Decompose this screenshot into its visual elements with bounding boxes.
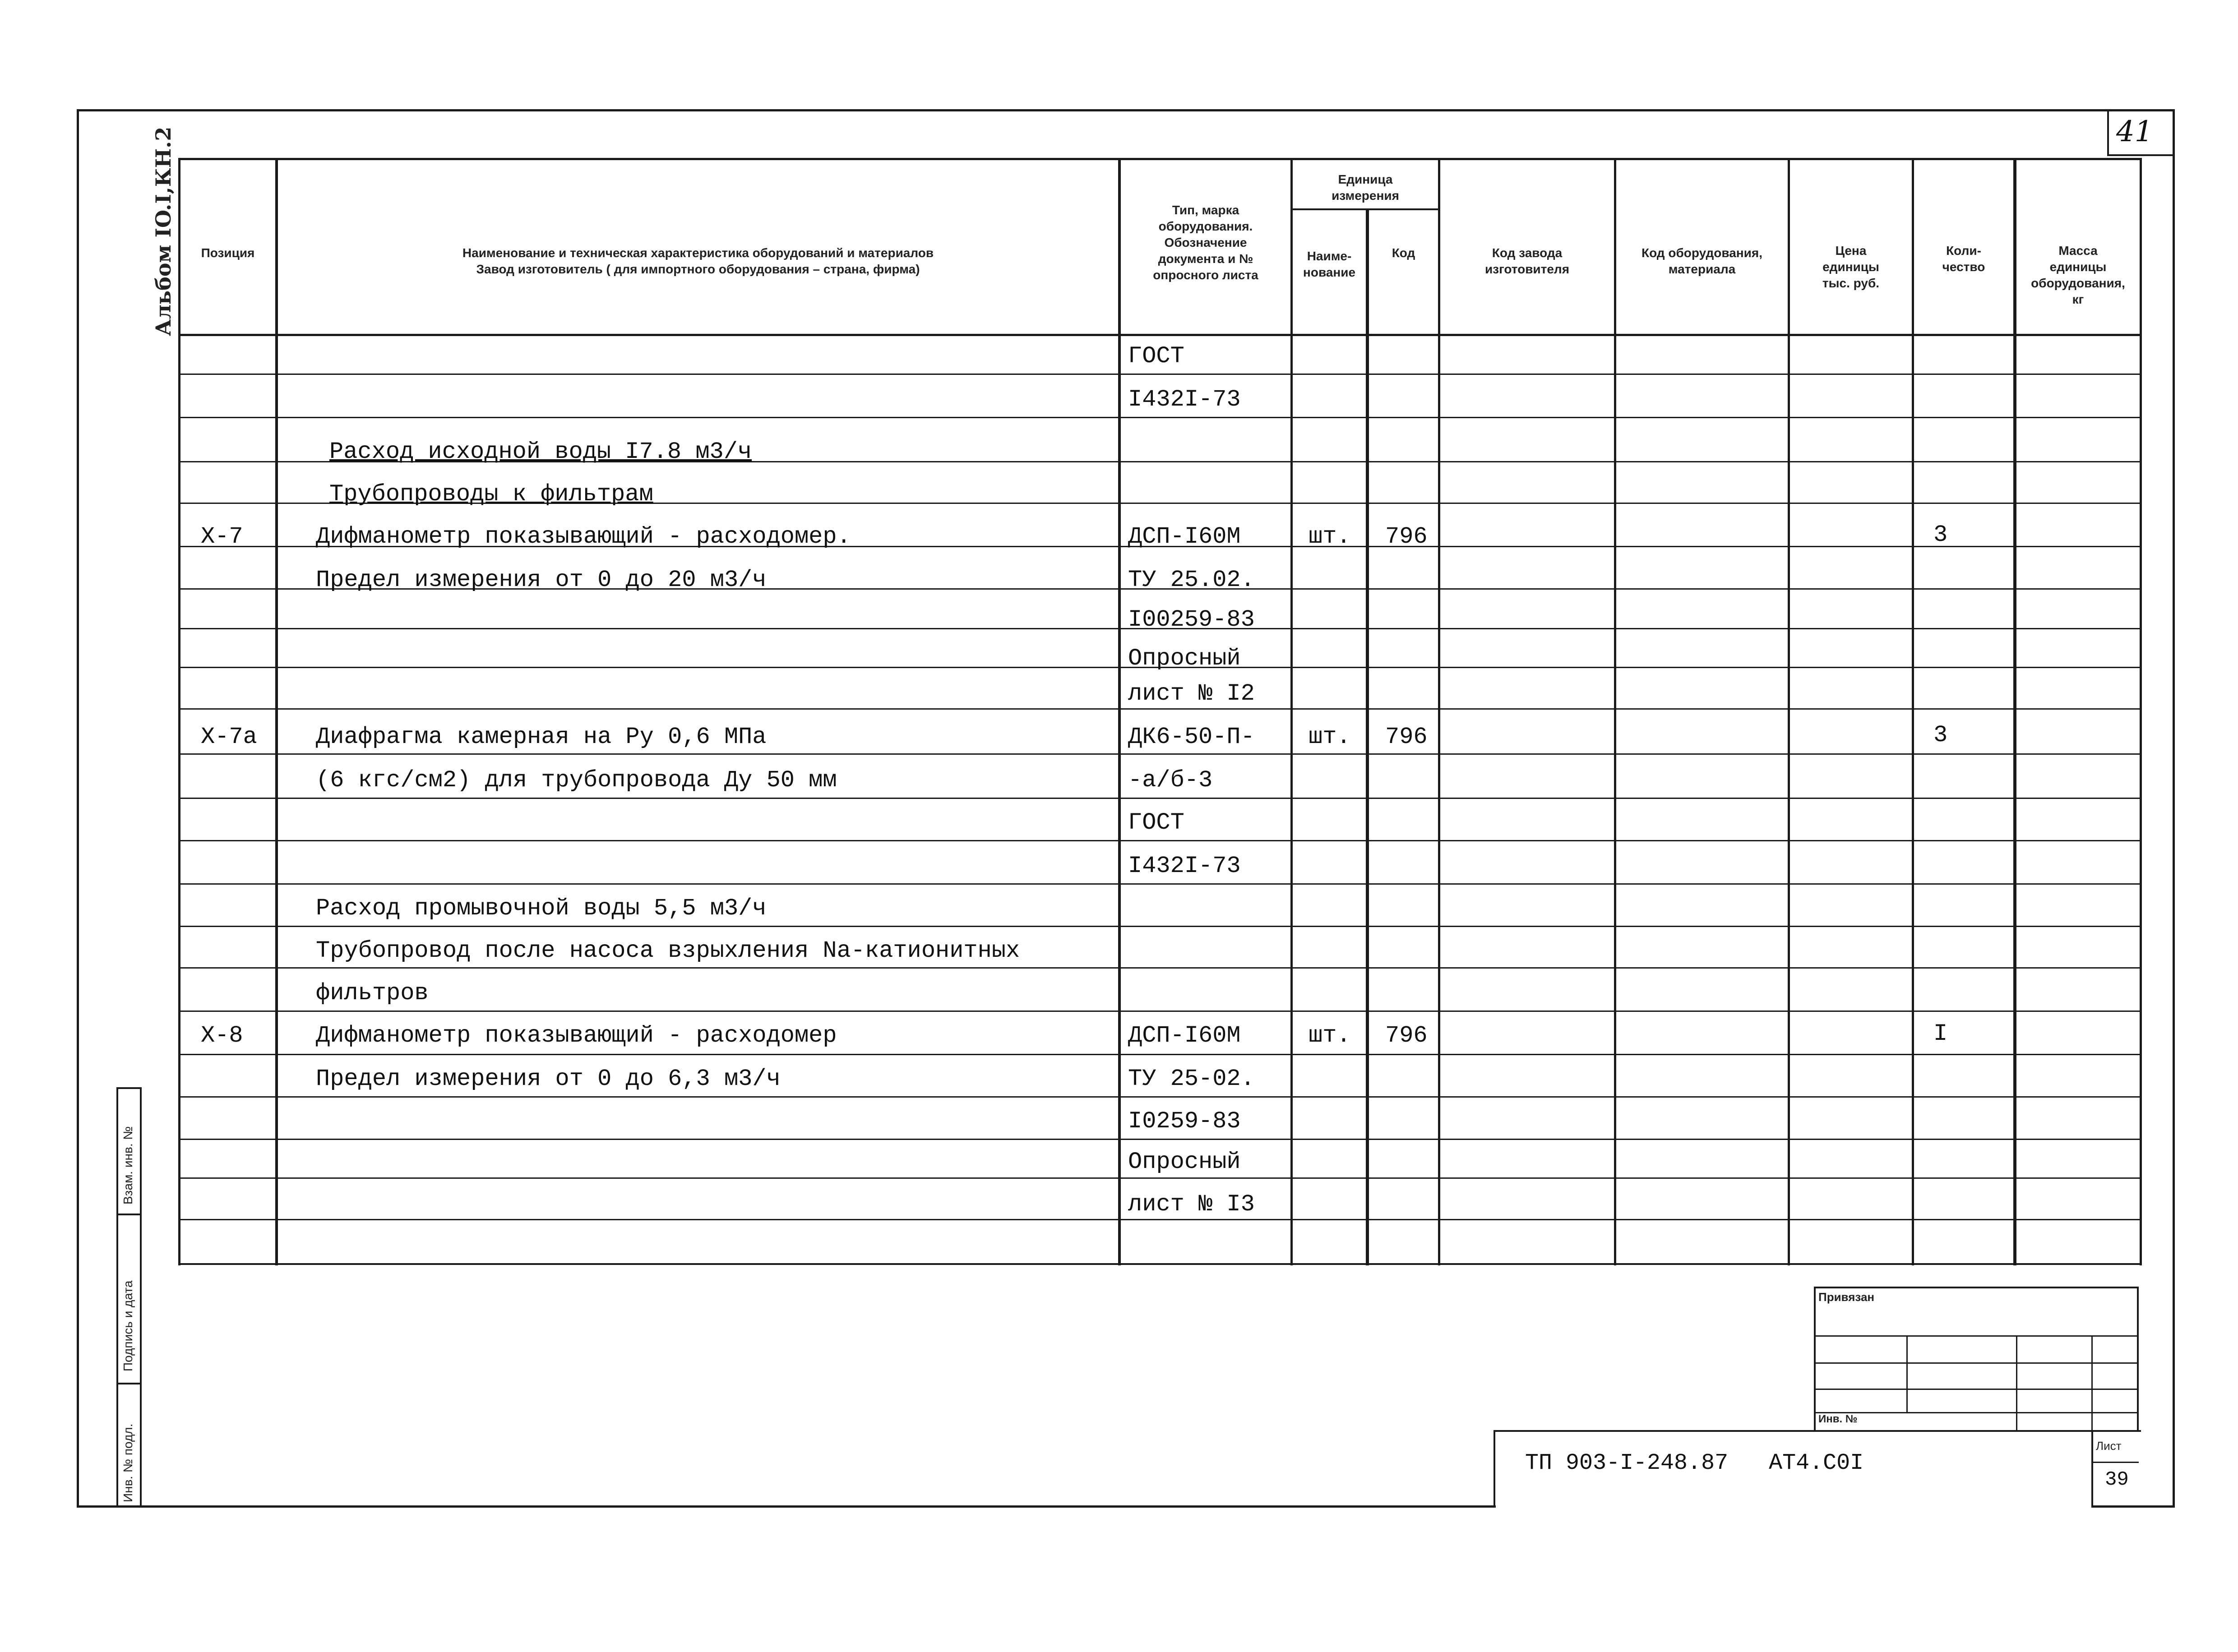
cell-type: I0259-83 <box>1128 1108 1241 1135</box>
cell-name: Предел измерения от 0 до 20 м3/ч <box>316 567 767 593</box>
cell-type: ДК6-50-П- <box>1128 724 1255 750</box>
cell-type: I432I-73 <box>1128 853 1241 879</box>
header-quantity: Коли- чество <box>1942 244 1985 274</box>
cell-type: ТУ 25.02. <box>1128 567 1255 593</box>
table-col-line <box>1788 158 1790 1265</box>
privyazan-label: Привязан <box>1818 1290 1875 1304</box>
cell-type: ДСП-I60М <box>1128 1022 1241 1049</box>
cell-code: 796 <box>1385 523 1428 550</box>
page-number: 41 <box>2116 115 2153 148</box>
cell-name: Дифманометр показывающий - расходомер. <box>316 523 851 550</box>
cell-quantity: I <box>1933 1020 1948 1047</box>
cell-type: ДСП-I60М <box>1128 523 1241 550</box>
table-col-line <box>1438 158 1440 1265</box>
cell-type: лист № I3 <box>1128 1191 1255 1218</box>
header-bottom <box>178 334 2142 336</box>
cell-name: Диафрагма камерная на Ру 0,6 МПа <box>316 724 767 750</box>
header-factory-code: Код завода изготовителя <box>1484 246 1570 276</box>
page-number-underline <box>2107 154 2175 156</box>
cell-type: ГОСТ <box>1128 343 1184 369</box>
table-col-line <box>275 158 278 1265</box>
table-col-line <box>1290 158 1293 1265</box>
album-label: Альбом IO.I,КН.2 <box>151 126 176 336</box>
cell-name: фильтров <box>316 980 429 1006</box>
cell-position: Х-8 <box>201 1022 243 1049</box>
cell-name: Расход исходной воды I7.8 м3/ч <box>329 438 752 465</box>
cell-name: Дифманометр показывающий - расходомер <box>316 1022 837 1049</box>
cell-unit: шт. <box>1309 724 1351 750</box>
cell-unit: шт. <box>1309 523 1351 550</box>
cell-quantity: 3 <box>1933 521 1948 548</box>
vzam-inv-label: Взам. инв. № <box>121 1126 135 1204</box>
cell-type: ГОСТ <box>1128 809 1184 836</box>
frame-left <box>77 109 79 1508</box>
cell-code: 796 <box>1385 724 1428 750</box>
sheet-number: 39 <box>2105 1468 2129 1491</box>
inv-podl-label: Инв. № подл. <box>121 1423 135 1502</box>
table-col-line <box>178 158 180 1265</box>
table-col-line <box>2013 158 2016 1265</box>
page-number-divider <box>2107 109 2109 154</box>
cell-quantity: 3 <box>1933 722 1948 748</box>
header-mass: Масса единицы оборудования, кг <box>2031 244 2125 306</box>
frame-top <box>77 109 2175 111</box>
cell-name: (6 кгс/см2) для трубопровода Ду 50 мм <box>316 767 837 794</box>
header-unit-code: Код <box>1392 246 1415 260</box>
cell-type: Опросный <box>1128 645 1241 672</box>
cell-name: Трубопроводы к фильтрам <box>329 481 653 508</box>
cell-type: лист № I2 <box>1128 680 1255 707</box>
header-price: Цена единицы тыс. руб. <box>1822 244 1880 290</box>
cell-type: I432I-73 <box>1128 386 1241 413</box>
cell-name: Трубопровод после насоса взрыхления Na-катионитных <box>316 937 1020 964</box>
podpis-label: Подпись и дата <box>121 1280 135 1371</box>
cell-name: Расход промывочной воды 5,5 м3/ч <box>316 895 767 922</box>
cell-unit: шт. <box>1309 1022 1351 1049</box>
header-name: Наименование и техническая характеристика оборудований и материалов Завод изготовитель ( для импортного оборудования – страна, фирма) <box>462 246 934 276</box>
cell-type: Опросный <box>1128 1149 1241 1175</box>
cell-position: Х-7 <box>201 523 243 550</box>
table-col-line <box>2140 158 2142 1265</box>
cell-type: -а/б-3 <box>1128 767 1213 794</box>
table-col-line <box>1118 158 1121 1265</box>
frame-bottom <box>77 1505 1496 1508</box>
header-unit-group: Единица измерения <box>1332 172 1399 203</box>
header-top <box>178 158 2142 160</box>
cell-name: Предел измерения от 0 до 6,3 м3/ч <box>316 1066 781 1092</box>
table-col-line <box>1614 158 1616 1265</box>
header-type: Тип, марка оборудования. Обозначение документа и № опросного листа <box>1153 203 1258 282</box>
cell-type: I00259-83 <box>1128 606 1255 633</box>
unit-group-underline <box>1290 208 1440 210</box>
cell-code: 796 <box>1385 1022 1428 1049</box>
cell-position: Х-7а <box>201 724 257 750</box>
cell-type: ТУ 25-02. <box>1128 1066 1255 1092</box>
sheet-label: Лист <box>2096 1439 2122 1453</box>
frame-right <box>2173 109 2175 1508</box>
header-equipment-code: Код оборудования, материала <box>1641 246 1763 276</box>
table-col-line <box>1366 208 1369 1265</box>
table-col-line <box>1912 158 1914 1265</box>
inv-no-label: Инв. № <box>1818 1413 1858 1425</box>
header-position: Позиция <box>201 246 255 260</box>
frame-bottom-right <box>2091 1505 2175 1508</box>
header-unit-name: Наиме- нование <box>1303 249 1356 279</box>
doc-code: ТП 903-I-248.87 АТ4.С0I <box>1525 1450 1864 1476</box>
